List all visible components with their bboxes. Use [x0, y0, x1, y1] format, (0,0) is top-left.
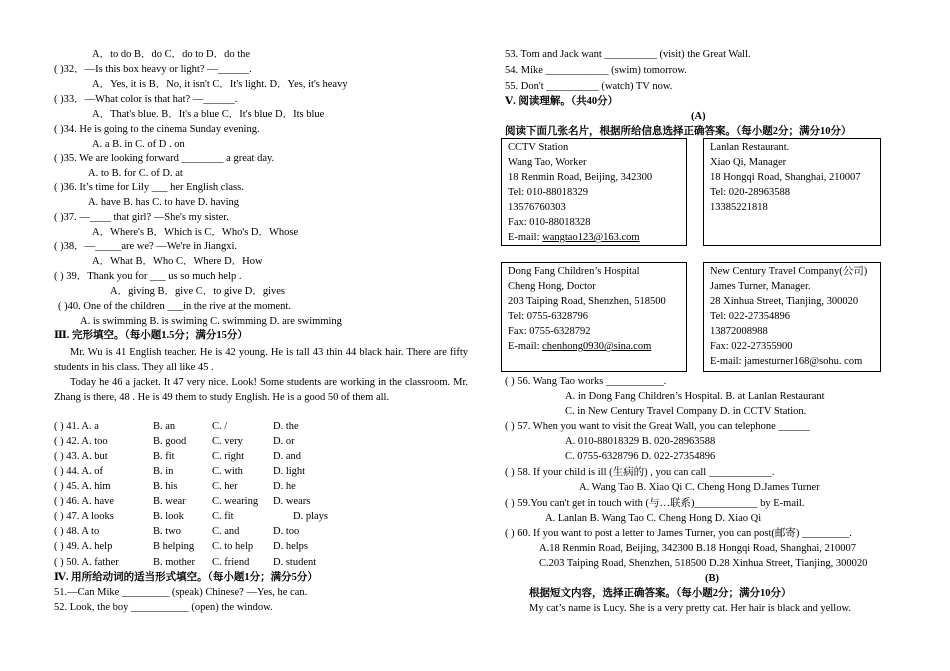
- cloze-option: B. his: [153, 481, 178, 492]
- q31-options: A．to do B．do C．do to D．do the: [92, 49, 251, 60]
- q59-options: A. Lanlan B. Wang Tao C. Cheng Hong D. Xiao Qi: [545, 513, 762, 524]
- q36-stem: ( )36. It’s time for Lily ___ her English class.: [54, 182, 244, 193]
- q52: 52. Look, the boy ___________ (open) the window.: [54, 602, 273, 613]
- section5-title: Ⅴ. 阅读理解。（共40分）: [505, 96, 619, 107]
- q40-options: A. is swimming B. is swiming C. swimming D. are swimming: [80, 316, 342, 327]
- q34-options: A. a B. in C. of D . on: [92, 139, 185, 150]
- email-link[interactable]: wangtao123@163.com: [542, 232, 640, 243]
- cloze-option: D. he: [273, 481, 296, 492]
- q60-options-ab: A.18 Renmin Road, Beijing, 342300 B.18 Hongqi Road, Shanghai, 210007: [539, 543, 857, 554]
- cloze-option: D. plays: [293, 511, 328, 522]
- business-card-cctv: [501, 138, 687, 246]
- card-email-row: [508, 231, 640, 245]
- cloze-question: ( ) 46. A. have: [54, 496, 115, 507]
- q60-options-cd: C.203 Taiping Road, Shenzhen, 518500 D.28 Xinhua Street, Tianjing, 300020: [539, 558, 868, 569]
- cloze-passage-2: Today he 46 a jacket. It 47 very nice. Look! Some students are working in the classroom. Mr. Zhang is there, 48 . He is 49 them to study English. He is a good 50 of them all.: [54, 377, 468, 403]
- q53: 53. Tom and Jack want __________ (visit) the Great Wall.: [505, 49, 751, 60]
- part-b-instructions: 根据短文内容，选择正确答案。（每小题2分；满分10分）: [529, 588, 792, 599]
- card-line: Fax: 022-27355900: [710, 341, 793, 352]
- q33-options: A．That's blue. B．It's a blue C．It's blue D．Its blue: [92, 109, 325, 120]
- cloze-option: D. the: [273, 421, 299, 432]
- section3-title: Ⅲ. 完形填空。（每小题1.5分；满分15分）: [54, 330, 248, 341]
- q32-stem: ( )32．—Is this box heavy or light? —______.: [54, 64, 252, 75]
- card-line: James Turner, Manager.: [710, 281, 811, 292]
- q60-stem: ( ) 60. If you want to post a letter to James Turner, you can post(邮寄) _________.: [505, 528, 852, 539]
- cloze-option: B. mother: [153, 557, 195, 568]
- cloze-option: D. student: [273, 557, 317, 568]
- cloze-option: C. her: [212, 481, 238, 492]
- card-line: 13385221818: [710, 202, 768, 213]
- q37-stem: ( )37. —____ that girl? —She's my sister.: [54, 212, 229, 223]
- card-line: Tel: 010-88018329: [508, 187, 589, 198]
- card-line: Cheng Hong, Doctor: [508, 281, 596, 292]
- q58-stem: ( ) 58. If your child is ill (生病的) , you can call ____________.: [505, 467, 775, 478]
- cloze-option: D. or: [273, 436, 295, 447]
- q35-stem: ( )35. We are looking forward ________ a great day.: [54, 153, 275, 164]
- business-card-lanlan: [703, 138, 881, 246]
- card-line: Lanlan Restaurant.: [710, 142, 790, 153]
- cloze-option: B. look: [153, 511, 184, 522]
- q36-options: A. have B. has C. to have D. having: [88, 197, 240, 208]
- cloze-option: B. good: [153, 436, 187, 447]
- cloze-option: D. light: [273, 466, 306, 477]
- card-line: Wang Tao, Worker: [508, 157, 587, 168]
- card-line: Fax: 0755-6328792: [508, 326, 591, 337]
- q38-options: A．What B．Who C．Where D．How: [92, 256, 263, 267]
- cloze-question: ( ) 48. A to: [54, 526, 100, 537]
- cloze-question: ( ) 45. A. him: [54, 481, 111, 492]
- cloze-option: C. and: [212, 526, 240, 537]
- business-card-hospital: [501, 262, 687, 372]
- cloze-option: C. friend: [212, 557, 250, 568]
- card-line: Dong Fang Children’s Hospital: [508, 266, 640, 277]
- card-line: 203 Taiping Road, Shenzhen, 518500: [508, 296, 666, 307]
- q39-options: A．giving B．give C．to give D．gives: [110, 286, 285, 297]
- cloze-option: B. an: [153, 421, 176, 432]
- card-line: New Century Travel Company(公司): [710, 266, 868, 277]
- section4-title: Ⅳ. 用所给动词的适当形式填空。（每小题1分；满分5分）: [54, 572, 318, 583]
- q56-stem: ( ) 56. Wang Tao works ___________.: [505, 376, 667, 387]
- cloze-option: C. /: [212, 421, 228, 432]
- q51: 51.—Can Mike _________ (speak) Chinese? —Yes, he can.: [54, 587, 308, 598]
- email-label: E-mail:: [508, 341, 543, 352]
- cloze-question: ( ) 49. A. help: [54, 541, 113, 552]
- q39-stem: ( ) 39．Thank you for ___ us so much help .: [54, 271, 242, 282]
- card-line: 28 Xinhua Street, Tianjing, 300020: [710, 296, 859, 307]
- cloze-option: B. wear: [153, 496, 186, 507]
- part-a-instructions: 阅读下面几张名片，根据所给信息选择正确答案。（每小题2分；满分10分）: [505, 126, 852, 137]
- q56-options-ab: A. in Dong Fang Children’s Hospital. B. at Lanlan Restaurant: [565, 391, 825, 402]
- cloze-question: ( ) 47. A looks: [54, 511, 114, 522]
- cloze-option: D. and: [273, 451, 301, 462]
- cloze-question: ( ) 44. A. of: [54, 466, 103, 477]
- card-line: 13872008988: [710, 326, 768, 337]
- cloze-option: D. too: [273, 526, 300, 537]
- q32-options: A．Yes, it is B．No, it isn't C．It's light. D．Yes, it's heavy: [92, 79, 348, 90]
- part-b-label: (B): [705, 573, 719, 584]
- q35-options: A. to B. for C. of D. at: [88, 168, 183, 179]
- cloze-question: ( ) 41. A. a: [54, 421, 99, 432]
- card-email-row: [508, 340, 651, 354]
- q38-stem: ( )38．—_____are we? —We're in Jiangxi.: [54, 241, 237, 252]
- part-a-label: (A): [691, 111, 706, 122]
- q55: 55. Don't __________ (watch) TV now.: [505, 81, 673, 92]
- cloze-option: B helping: [153, 541, 195, 552]
- cloze-option: C. fit: [212, 511, 234, 522]
- email-label: E-mail:: [508, 232, 543, 243]
- cloze-option: D. helps: [273, 541, 308, 552]
- q34-stem: ( )34. He is going to the cinema Sunday evening.: [54, 124, 260, 135]
- cloze-option: C. right: [212, 451, 245, 462]
- q59-stem: ( ) 59.You can't get in touch with (与…联系)____________ by E-mail.: [505, 498, 805, 509]
- q57-options-ab: A. 010-88018329 B. 020-28963588: [565, 436, 716, 447]
- cloze-passage-1: Mr. Wu is 41 English teacher. He is 42 young. He is tall 43 thin 44 black hair. There are fifty students in his class. They all like 45 .: [54, 347, 468, 373]
- email-link[interactable]: chenhong0930@sina.com: [542, 341, 652, 352]
- cloze-question: ( ) 50. A. father: [54, 557, 119, 568]
- cloze-option: C. with: [212, 466, 243, 477]
- business-card-travel: [703, 262, 881, 372]
- card-line: 13576760303: [508, 202, 566, 213]
- card-line: 18 Renmin Road, Beijing, 342300: [508, 172, 653, 183]
- cloze-option: C. to help: [212, 541, 254, 552]
- cloze-option: C. very: [212, 436, 243, 447]
- q54: 54. Mike ____________ (swim) tomorrow.: [505, 65, 687, 76]
- cloze-option: B. fit: [153, 451, 175, 462]
- cloze-question: ( ) 43. A. but: [54, 451, 108, 462]
- card-line: Xiao Qi, Manager: [710, 157, 787, 168]
- q57-options-cd: C. 0755-6328796 D. 022-27354896: [565, 451, 716, 462]
- q40-stem: ( )40. One of the children ___in the rive at the moment.: [58, 301, 291, 312]
- q57-stem: ( ) 57. When you want to visit the Great Wall, you can telephone ______: [505, 421, 810, 432]
- cloze-question: ( ) 42. A. too: [54, 436, 108, 447]
- card-line: 18 Hongqi Road, Shanghai, 210007: [710, 172, 861, 183]
- cloze-option: B. two: [153, 526, 182, 537]
- cloze-option: D. wears: [273, 496, 311, 507]
- card-line: Tel: 0755-6328796: [508, 311, 589, 322]
- q58-options: A. Wang Tao B. Xiao Qi C. Cheng Hong D.James Turner: [579, 482, 820, 493]
- card-line: E-mail: jamesturner168@sohu. com: [710, 356, 863, 367]
- card-line: Tel: 022-27354896: [710, 311, 791, 322]
- card-line: CCTV Station: [508, 142, 569, 153]
- card-line: Tel: 020-28963588: [710, 187, 791, 198]
- card-line: Fax: 010-88018328: [508, 217, 591, 228]
- q33-stem: ( )33．—What color is that hat? —______.: [54, 94, 238, 105]
- q37-options: A．Where's B．Which is C．Who's D．Whose: [92, 227, 299, 238]
- cloze-option: B. in: [153, 466, 174, 477]
- q56-options-cd: C. in New Century Travel Company D. in CCTV Station.: [565, 406, 807, 417]
- cloze-option: C. wearing: [212, 496, 259, 507]
- passage-b-first-line: My cat’s name is Lucy. She is a very pretty cat. Her hair is black and yellow.: [529, 603, 851, 614]
